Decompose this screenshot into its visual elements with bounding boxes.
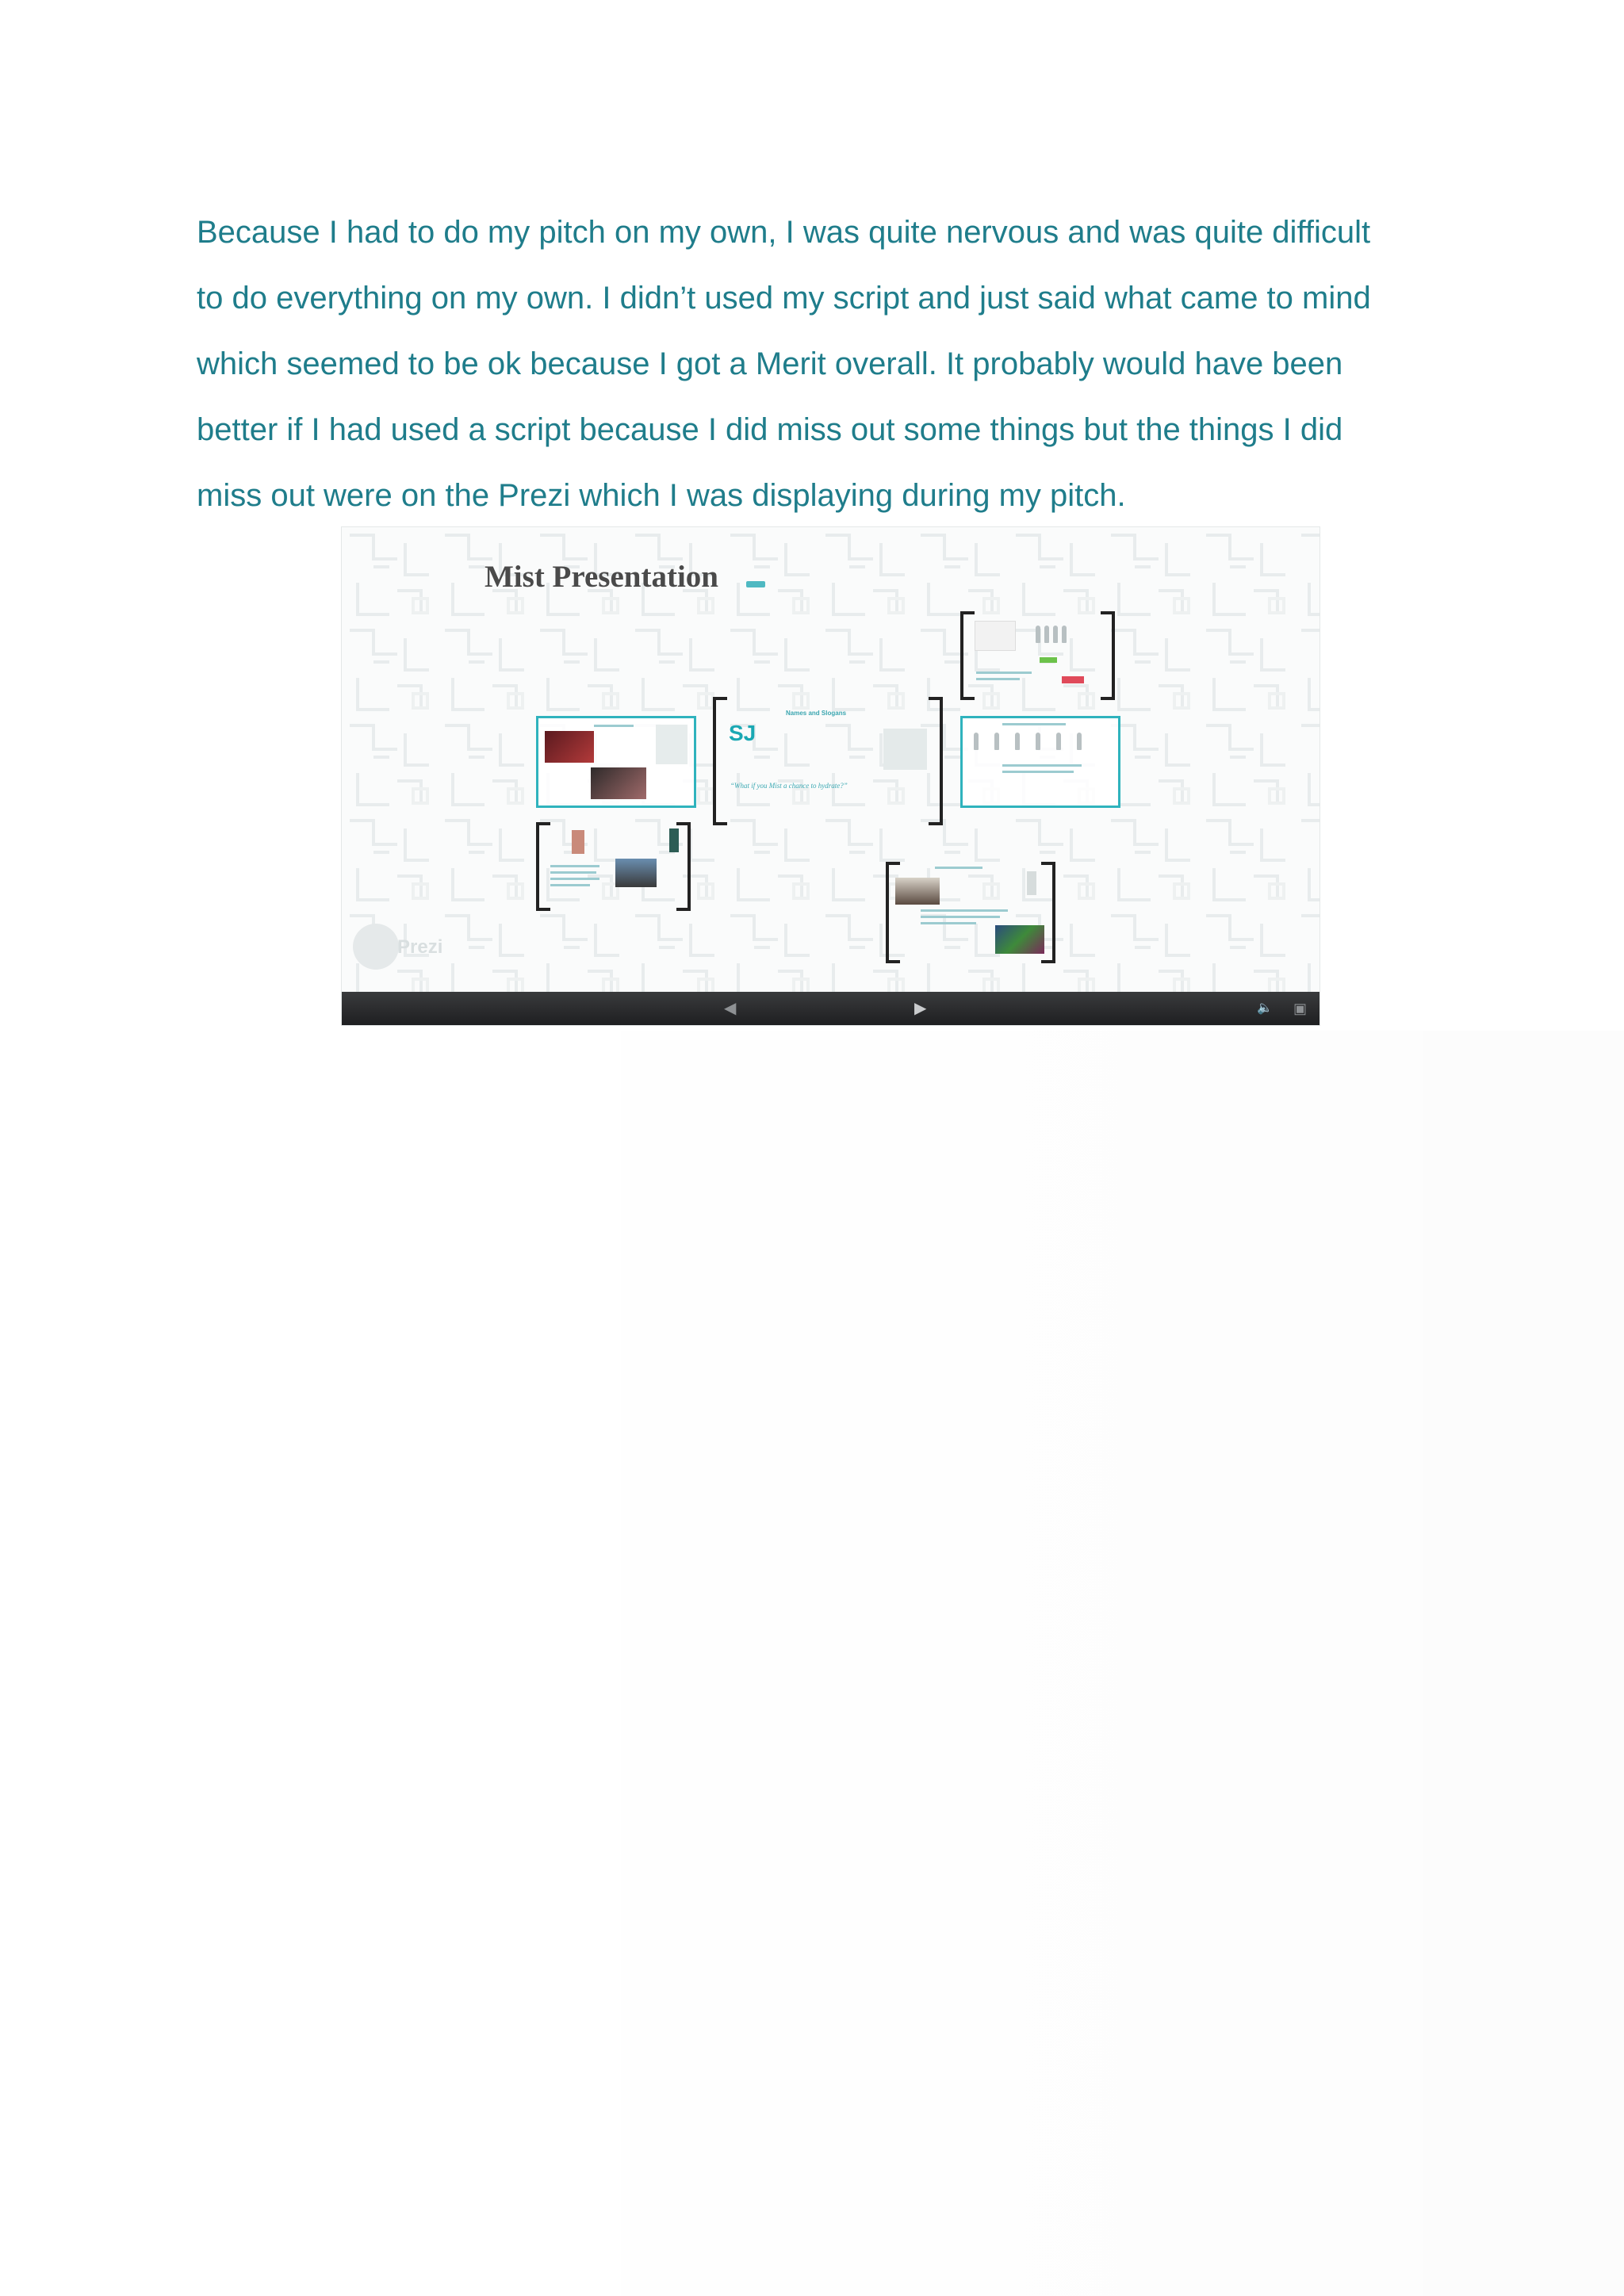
paragraph-line: miss out were on the Prezi which I was displaying during my pitch. [197,478,1126,513]
text-line [1002,764,1082,767]
scene-photo-thumb [615,859,657,887]
bottle-thumb [1027,871,1036,895]
sj-logo: SJ [729,721,756,745]
paragraph-line: which seemed to be ok because I got a Merit overall. It probably would have been [197,346,1343,381]
paragraph-line: to do everything on my own. I didn’t used my script and just said what came to mind [197,281,1371,316]
frame-names-slogans [713,697,943,825]
bottle-thumb [1015,733,1020,750]
bottle-thumb [1056,733,1061,750]
text-line [1002,723,1066,725]
bottle-thumb [1036,733,1040,750]
left-arrow-icon[interactable]: ◀ [724,1000,737,1017]
bracket-left [960,611,975,700]
text-line [1002,771,1074,773]
prezi-watermark-logo [353,924,399,970]
logo-chip-red [1062,676,1084,683]
frame-brand-group [960,611,1115,700]
bottle-thumb [1062,626,1067,643]
text-line [550,878,599,880]
bottle-thumb [1077,733,1082,750]
bottle-thumb [1036,626,1040,643]
text-line [921,922,976,924]
bottle-thumb [669,828,679,852]
title-accent-mark [746,581,765,587]
text-line [976,678,1020,680]
slogan-quote: “What if you Mist a chance to hydrate?” [730,782,848,790]
person-photo-thumb [572,830,584,854]
bottles-thumb [883,729,927,770]
text-line [550,871,596,874]
text-line [921,909,1008,912]
logo-chip-green [1040,657,1057,663]
bracket-left [536,822,550,911]
brand-sketch-thumb [975,621,1016,651]
text-line [935,867,982,869]
prezi-watermark-text: Prezi [397,936,443,958]
bracket-right [1101,611,1115,700]
speaker-icon[interactable]: 🔈 [1257,1001,1273,1015]
names-slogans-label: Names and Slogans [786,710,847,717]
right-arrow-icon[interactable]: ▶ [914,1000,927,1017]
prezi-title: Mist Presentation [485,560,718,594]
body-paragraph [197,200,1465,529]
fullscreen-icon[interactable]: ▣ [1293,1001,1308,1016]
text-line [550,865,599,867]
group-photo-thumb [995,925,1044,954]
product-photo-thumb [545,731,594,763]
text-line [921,916,1000,918]
bottles-thumb [656,725,688,764]
text-line [976,672,1032,674]
prezi-embed-screenshot [342,527,1320,1025]
frame-research-group [536,822,691,911]
prezi-control-bar [342,992,1320,1025]
frame-product-images [536,716,696,808]
paragraph-line: Because I had to do my pitch on my own, I was quite nervous and was quite difficult [197,215,1371,250]
bottle-thumb [1053,626,1058,643]
text-line [594,725,634,727]
paragraph-line: better if I had used a script because I did miss out some things but the things I did [197,412,1343,447]
product-photo-thumb [591,767,646,799]
frame-bottle-designs [960,716,1120,808]
bottle-thumb [1044,626,1049,643]
group-photo-thumb [895,878,940,905]
bracket-right [929,697,943,825]
text-line [550,884,590,886]
bracket-left [713,697,727,825]
bottle-thumb [974,733,979,750]
frame-organisations [886,862,1055,963]
bottle-thumb [994,733,999,750]
page-shade [420,1031,1624,2296]
